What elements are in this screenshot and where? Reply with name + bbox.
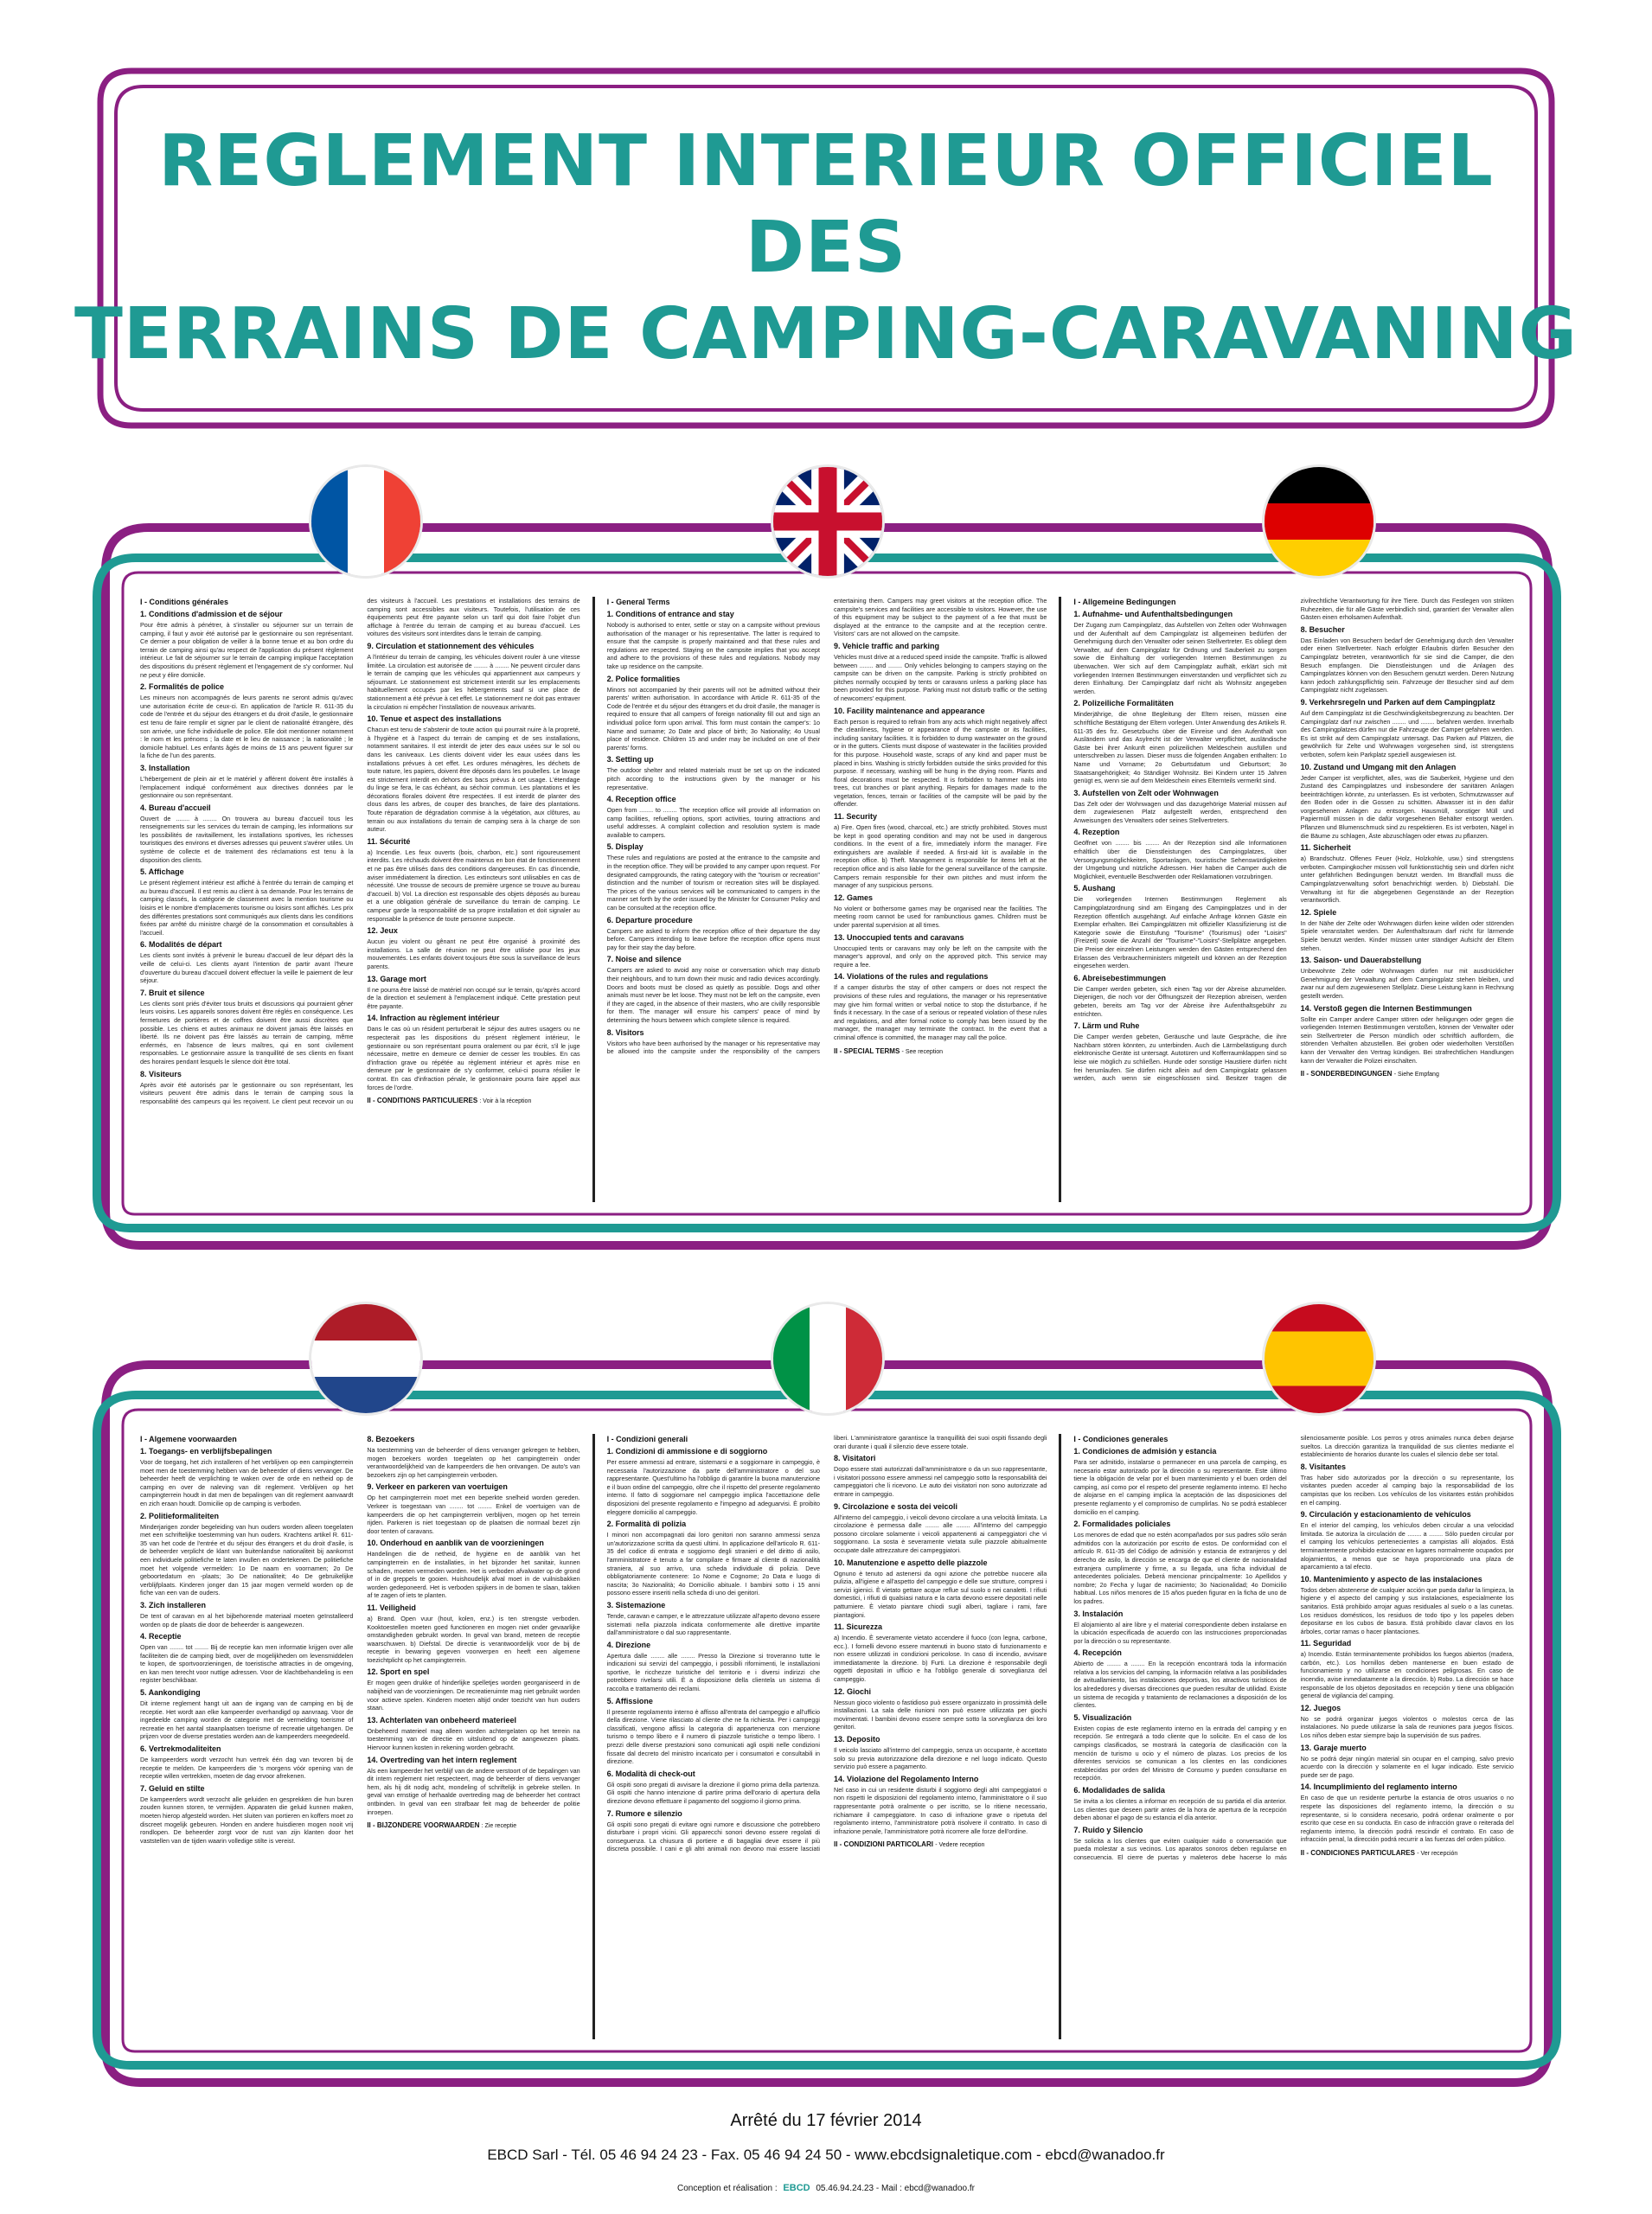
section-title: 14. Overtreding van het intern reglement bbox=[367, 1755, 517, 1764]
section-title: 1. Conditions of entrance and stay bbox=[606, 610, 734, 618]
section-title: 11. Sécurité bbox=[367, 836, 411, 846]
section-body: En caso de que un residente perturbe la estancia de otros usuarios o no respete las disposiciones del reglamento interno, la dirección o su representante, si lo considera necesario, podrá ordenar oralmente o por escrito que cese en su conducta. En caso de infracción grave o reiterada del reglamento interno, la dirección podrá rescindir el contrato. En caso de infracción penal, la dirección podrá recurrir a las fuerzas del orden público. bbox=[1300, 1794, 1514, 1844]
sections-list bbox=[607, 597, 1047, 1056]
united-kingdom-flag-icon bbox=[773, 467, 882, 576]
section-body: Das Einladen von Besuchern bedarf der Genehmigung durch den Verwalter oder einen Stellvertreter. Nach erfolgter Erlaubnis dürfen Besucher den Campingplatz betreten, verantwortlich für sie sind die Camper, die den Besuch empfangen. Die Dienstleistungen und die Anlagen des Campingplatzes können von den Besuchern genutzt werden. Deren Nutzung kann jedoch zahlungspflichtig sein. Fahrzeuge der Besucher sind auf dem Campingplatz nicht zugelassen. bbox=[1300, 636, 1514, 694]
section-body: Les clients sont invités à prévenir le bureau d'accueil de leur départ dès la veille de celui-ci. Les clients ayant l'intention de partir avant l'heure d'ouverture du bureau d'accueil doivent effectuer la veille le paiement de leur séjour. bbox=[140, 951, 354, 985]
section-body: Ouvert de ........ à ........ On trouvera au bureau d'accueil tous les renseignements sur les services du terrain de camping, les informations sur les possibilités de ravitaillement, les installations sportives, les richesses touristiques des environs et diverses adresses qui peuvent s'avérer utiles. Un système de collecte et de traitement des réclamations est tenu à la disposition des clients. bbox=[140, 814, 354, 864]
title-frame bbox=[74, 67, 1578, 429]
column-heading: I - Condizioni generali bbox=[606, 1435, 688, 1443]
section-title: 14. Verstoß gegen die Internen Bestimmungen bbox=[1300, 1003, 1472, 1013]
section-body: Na toestemming van de beheerder of diens vervanger gekregen te hebben, mogen bezoekers worden toegelaten op het campingterrein onder verantwoordelijkheid van de kampeerders die hen ontvangen. De auto's van bezoekers zijn op het campingterrein verboden. bbox=[367, 1446, 580, 1479]
section-title: 13. Achterlaten van onbeheerd materieel bbox=[367, 1715, 517, 1724]
bottom-columns bbox=[128, 1434, 1526, 2039]
section-body: Unbewohnte Zelte oder Wohnwagen dürfen nur mit ausdrücklicher Genehmigung der Verwaltung auf dem Campingplatz stehen bleiben, und zwar nur auf dem zugewiesenen Stellplatz. Diese Leistung kann in Rechnung gestellt werden. bbox=[1300, 967, 1514, 1000]
section-body: Die Camper werden gebeten, sich einen Tag vor der Abreise abzumelden. Diejenigen, die noch vor der Öffnungszeit der Rezeption abreisen, werden gebeten, bereits am Tag vor der Abreise ihre Aufenthaltsgebühr zu entrichten. bbox=[1073, 984, 1287, 1018]
section-body: Per essere ammessi ad entrare, sistemarsi e a soggiornare in campeggio, è necessaria l'autorizzazione da parte dell'amministratore o del suo rappresentante. Quest'ultimo ha l'obbligo di garantire la buona manutenzione e il buon ordine del campeggio, oltre che il rispetto del presente regolamento interno. Il fatto di soggiornare nel campeggio implica l'accettazione delle disposizioni del presente regolamento e l'impegno ad adeguarvisi. È proibito eleggere domicilio al campeggio. bbox=[606, 1458, 820, 1516]
column-french bbox=[128, 597, 595, 1202]
section-title: 10. Tenue et aspect des installations bbox=[367, 714, 502, 724]
section-title: 9. Vehicle traffic and parking bbox=[834, 641, 940, 650]
section-body: Gli ospiti sono pregati di evitare ogni rumore e discussione che potrebbero disturbare i propri vicini. Gli apparecchi sonori devono essere regolati di conseguenza. La chiusura di portiere e di bagagliai deve essere il più discreta possibile. I cani e gli altri animali non devono mai essere lasciati liberi. L'amministratore garantisce la tranquillità dei suoi ospiti fissando degli orari durante i quali il silenzio deve essere totale. bbox=[606, 1434, 1047, 1853]
section-title: 7. Lärm und Ruhe bbox=[1073, 1021, 1140, 1031]
section-title: 9. Verkeer en parkeren van voertuigen bbox=[367, 1482, 508, 1492]
section-title: 1. Conditions d'admission et de séjour bbox=[140, 610, 283, 618]
section-title: 6. Abreisebestimmungen bbox=[1073, 973, 1167, 982]
section-title: 13. Unoccupied tents and caravans bbox=[834, 932, 964, 942]
section-title: 3. Zich installeren bbox=[140, 1600, 207, 1609]
section-title: 2. Formalità di polizia bbox=[606, 1520, 687, 1529]
special-terms: II - BIJZONDERE VOORWAARDEN : Zie receptie bbox=[367, 1821, 517, 1830]
section-title: 11. Seguridad bbox=[1300, 1639, 1352, 1648]
section-body: These rules and regulations are posted at the entrance to the campsite and in the reception office. They will be provided to any camper upon request. For designated campgrounds, the rating category with the "tourism or recreation" distinction and the number of tourism or recreation sites will be displayed. The prices of the various services will be communicated to campers in the manner set forth by the order issued by the Minister for Consumer Policy and can be consulted at the reception office. bbox=[606, 854, 820, 912]
section-title: 6. Departure procedure bbox=[606, 915, 693, 925]
section-body: Jeder Camper ist verpflichtet, alles, was die Sauberkeit, Hygiene und den Zustand des Campingplatzes und insbesondere der sanitären Anlagen beeinträchtigen könnte, zu unterlassen. Es ist verboten, Schmutzwasser auf den Boden oder in die Gossen zu schütten. Abwasser ist in den dafür vorgesehenen Anlagen zu entsorgen. Hausmüll, sonstiger Müll und Papiermüll müssen in die dafür vorgesehenen Behälter entsorgt werden. Pflanzen und Blumenschmuck sind zu respektieren. Es ist verboten, Nägel in die Bäume zu schlagen, Äste abzuschlagen oder etwas zu pflanzen. bbox=[1300, 773, 1514, 840]
credit-label: Conception et réalisation : bbox=[677, 2184, 778, 2193]
section-title: 4. Direzione bbox=[606, 1640, 651, 1649]
section-body: Als een kampeerder het verblijf van de andere verstoort of de bepalingen van dit intern reglement niet respecteert, mag de beheerder of diens vervanger hem, als hij dit nodig acht, mondeling of schriftelijk in gebreke stellen. In geval van ernstige of herhaalde overtreding mag de beheerder het contract ontbinden. In geval van een strafbaar feit mag de beheerder de politie inroepen. bbox=[367, 1766, 580, 1816]
section-body: El alojamiento al aire libre y el material correspondiente deben instalarse en la ubicación especificada de acuerdo con las instrucciones proporcionadas por la dirección o su representante. bbox=[1073, 1620, 1287, 1645]
section-body: Das Zelt oder der Wohnwagen und das dazugehörige Material müssen auf dem zugewiesenen Platz aufgestellt werden, entsprechend den Anweisungen des Verwalters oder seines Stellvertreters. bbox=[1073, 799, 1287, 824]
section-title: 4. Rezeption bbox=[1073, 828, 1120, 837]
contact-line: EBCD Sarl - Tél. 05 46 94 24 23 - Fax. 05 46 94 24 50 - www.ebcdsignaletique.com - ebcd@wanadoo.fr bbox=[487, 2147, 1165, 2163]
special-terms: II - CONDITIONS PARTICULIERES : Voir à la réception bbox=[367, 1097, 532, 1105]
credit-line bbox=[0, 2183, 1652, 2193]
section-body: En el interior del camping, los vehículos deben circular a una velocidad limitada. Se autoriza la circulación de ........ a ........ Sólo pueden circular por el camping los vehículos pertenecientes a campistas allí alojados. Está terminantemente prohibido estacionar en lugares normalmente ocupados por alojamientos, a menos que se haya proporcionado una plaza de aparcamiento a tal efecto. bbox=[1300, 1521, 1514, 1571]
section-body: Après avoir été autorisés par le gestionnaire ou son représentant, les visiteurs peuvent être admis dans le terrain de camping sous la responsabilité des campeurs qui les reçoivent. Le client peut recevoir un ou des visiteurs à l'accueil. Les prestations et installations des terrains de camping sont accessibles aux visiteurs. Toutefois, l'utilisation de ces équipements peut être payante selon un tarif qui doit faire l'objet d'un affichage à l'entrée du terrain de camping et au bureau d'accueil. Les voitures des visiteurs sont interdites dans le terrain de camping. bbox=[140, 597, 580, 1105]
section-title: 5. Aushang bbox=[1073, 884, 1116, 893]
sections-list bbox=[1073, 1434, 1514, 1862]
column-heading: I - Algemene voorwaarden bbox=[140, 1435, 237, 1443]
section-title: 13. Garage mort bbox=[367, 974, 426, 983]
section-body: No se podrá dejar ningún material sin ocupar en el camping, salvo previo acuerdo con la dirección y solamente en el lugar indicado. Este servicio puede ser de pago. bbox=[1300, 1754, 1514, 1779]
section-body: De kampeerders wordt verzocht alle geluiden en gesprekken die hun buren zouden kunnen storen, te vermijden. Apparaten die geluid kunnen maken, moeten hierop afgesteld worden. Het sluiten van portieren en koffers moet zo discreet mogelijk gebeuren. Honden en andere huisdieren mogen nooit vrij rondlopen. De beheerder zorgt voor de rust van zijn klanten door het vaststellen van de tijden waarin volledige stilte is vereist. bbox=[140, 1795, 354, 1845]
section-title: 3. Installation bbox=[140, 763, 190, 772]
section-title: 1. Condiciones de admisión y estancia bbox=[1073, 1447, 1217, 1456]
section-body: Nobody is authorised to enter, settle or stay on a campsite without previous authorisation of the manager or his representative. The latter is required to ensure that the campsite is properly maintained and that these rules and regulations are respected. Staying on the campsite implies that you accept and adhere to the provisions of these rules and regulations. Nobody may take up residence on the campsite. bbox=[606, 621, 820, 670]
section-title: 10. Manutenzione e aspetto delle piazzole bbox=[834, 1558, 988, 1567]
section-body: Il presente regolamento interno è affisso all'entrata del campeggio e all'ufficio della direzione. Viene rilasciato al cliente che ne fa richiesta. Per i campeggi classificati, vengono affissi la categoria di appartenenza con menzione turismo o tempo libero e il numero di piazzole turistiche o tempo libero. I prezzi delle diverse prestazioni sono comunicati agli ospiti nelle condizioni fissate dal decreto del ministro incaricato per i consumatori e consultabili in direzione. bbox=[606, 1707, 820, 1766]
section-body: Ognuno è tenuto ad astenersi da ogni azione che potrebbe nuocere alla pulizia, all'igiene e all'aspetto del campeggio e delle sue strutture, compresi i servizi igienici. È vietato gettare acque reflue sul suolo o nei canaletti. I rifiuti domestici, i rifiuti di qualsiasi natura e la carta devono essere depositati nelle pattumiere. È vietato piantare chiodi sugli alberi, tagliare i rami, fare piantagioni. bbox=[834, 1569, 1047, 1619]
section-body: Geöffnet von ........ bis ........ An der Rezeption sind alle Informationen erhältlich über die Dienstleistungen des Campingplatzes, über Versorgungsmöglichkeiten, Sportanlagen, touristische Sehenswürdigkeiten der Umgebung und nützliche Adressen. Hier haben die Camper auch die Möglichkeit, eventuelle Beschwerden oder Reklamationen vorzubringen. bbox=[1073, 839, 1287, 880]
section-title: 2. Formalités de police bbox=[140, 682, 225, 692]
special-terms: II - CONDICIONES PARTICULARES - Ver recepción bbox=[1300, 1848, 1458, 1857]
section-body: a) Brand. Open vuur (hout, kolen, enz.) is ten strengste verboden. Kooktoestellen moeten goed functioneren en mogen niet onder gevaarlijke omstandigheden gebruikt worden. In geval van brand, meteen de receptie waarschuwen. b) Diefstal. De directie is verantwoordelijk voor de bij de receptie in bewaring gegeven voorwerpen en heeft een algemene toezichtplicht op het campingterrein. bbox=[367, 1614, 580, 1664]
section-body: Auf dem Campingplatz ist die Geschwindigkeitsbegrenzung zu beachten. Der Campingplatz darf nur zwischen ........ und ........ befahren werden. Innerhalb des Campingplatzes dürfen nur die Fahrzeuge der Camper gefahren werden. Es ist strikt auf dem Campingplatz untersagt. Das Parken auf Plätzen, die gewöhnlich für Zelte und Wohnwagen vorgesehen sind, ist strengstens verboten, sofern kein Parkplatz speziell ausgewiesen ist. bbox=[1300, 708, 1514, 758]
section-body: Tras haber sido autorizados por la dirección o su representante, los visitantes pueden acceder al camping bajo la responsabilidad de los campistas que los reciben. Los vehículos de los visitantes están prohibidos en el camping. bbox=[1300, 1473, 1514, 1507]
section-title: 3. Sistemazione bbox=[606, 1600, 666, 1609]
section-title: 4. Reception office bbox=[606, 795, 676, 804]
section-title: 7. Rumore e silenzio bbox=[606, 1808, 682, 1818]
section-body: De kampeerders wordt verzocht hun vertrek één dag van tevoren bij de receptie te melden. De kampeerders die 's morgens vóór opening van de receptie willen vertrekken, moeten de dag ervoor afrekenen. bbox=[140, 1756, 354, 1781]
section-body: Open van ........ tot ........ Bij de receptie kan men informatie krijgen over alle faciliteiten die de camping biedt, over de mogelijkheden om levensmiddelen te kopen, de sportvoorzieningen, de toeristische attracties in de omgeving, en kan men terecht voor nuttige adressen. Voor de klachtbehandeling is een register beschikbaar. bbox=[140, 1643, 354, 1685]
germany-flag-icon bbox=[1265, 467, 1373, 576]
section-title: 11. Security bbox=[834, 812, 878, 822]
section-title: 12. Games bbox=[834, 893, 874, 902]
section-title: 10. Facility maintenance and appearance bbox=[834, 706, 985, 715]
special-terms: II - SONDERBEDINGUNGEN - Siehe Empfang bbox=[1300, 1070, 1439, 1078]
italy-flag-icon bbox=[773, 1304, 882, 1413]
column-heading: I - Condiciones generales bbox=[1073, 1435, 1169, 1443]
section-title: 3. Aufstellen von Zelt oder Wohnwagen bbox=[1073, 788, 1219, 797]
section-title: 9. Circulación y estacionamiento de vehículos bbox=[1300, 1510, 1471, 1520]
section-body: Se solicita a los clientes que eviten cualquier ruido o conversación que pueda molestar a sus vecinos. Los aparatos sonoros deben regularse en consecuencia. El cierre de puertas y maleteros debe hacerse lo más silenciosamente posible. Los perros y otros animales nunca deben dejarse sueltos. La dirección garantiza la tranquilidad de sus clientes mediante el establecimiento de horarios durante los cuales el silencio debe ser total. bbox=[1073, 1434, 1514, 1861]
section-title: 5. Affichage bbox=[140, 867, 184, 877]
section-body: Il veicolo lasciato all'interno del campeggio, senza un occupante, è accettato solo su previa autorizzazione della direzione e nel luogo indicato. Questo servizio può essere a pagamento. bbox=[834, 1746, 1047, 1771]
section-body: Dit interne reglement hangt uit aan de ingang van de camping en bij de receptie. Het wordt aan elke kampeerder overhandigd op aanvraag. Voor de ingedeelde camping worden de categorie met de vermelding toerisme of recreatie en het aantal staanplaatsen toerisme of recreatie uitgehangen. De prijzen voor de diverse prestaties worden aan de kampeerders meegedeeld. bbox=[140, 1699, 354, 1741]
column-dutch bbox=[128, 1434, 595, 2039]
section-title: 12. Jeux bbox=[367, 926, 398, 936]
section-body: Il ne pourra être laissé de matériel non occupé sur le terrain, qu'après accord de la direction et seulement à l'emplacement indiqué. Cette prestation peut être payante. bbox=[367, 985, 580, 1010]
section-title: 2. Politieformaliteiten bbox=[140, 1511, 220, 1520]
section-body: Visitors who have been authorised by the manager or his representative may be allowed into the campsite under the responsibility of the campers entertaining them. Campers may greet visitors at the reception office. The campsite's services and facilities are accessible to visitors. However, the use of this equipment may be subject to the payment of a fee that must be displayed at the entrance to the campsite and at the reception centre. Visitors' cars are not allowed on the campsite. bbox=[606, 597, 1047, 1056]
column-heading: I - General Terms bbox=[606, 598, 670, 606]
section-body: Chacun est tenu de s'abstenir de toute action qui pourrait nuire à la propreté, à l'hygiène et à l'aspect du terrain de camping et de ses installations, notamment sanitaires. Il est interdit de jeter des eaux usées sur le sol ou dans les caniveaux. Les clients doivent vider les eaux usées dans les installations prévues à cet effet. Les ordures ménagères, les déchets de toute nature, les papiers, doivent être déposés dans les poubelles. Le lavage est strictement interdit en dehors des bacs prévus à cet usage. L'étendage du linge se fera, le cas échéant, au séchoir commun. Les plantations et les décorations florales doivent être respectées. Il est interdit de planter des clous dans les arbres, de couper des branches, de faire des plantations. Toute réparation de dégradation commise à la végétation, aux clôtures, au terrain ou aux installations du terrain de camping sera à la charge de son auteur. bbox=[367, 726, 580, 834]
section-title: 12. Juegos bbox=[1300, 1703, 1341, 1712]
section-body: Pour être admis à pénétrer, à s'installer ou séjourner sur un terrain de camping, il faut y avoir été autorisé par le gestionnaire ou son représentant. Ce dernier a pour obligation de veiller à la bonne tenue et au bon ordre du terrain de camping ainsi qu'au respect de l'application du présent règlement intérieur. Le fait de séjourner sur le terrain de camping implique l'acceptation des dispositions du présent règlement et l'engagement de s'y conformer. Nul ne peut y élire domicile. bbox=[140, 621, 354, 679]
sections-list bbox=[140, 1434, 580, 1845]
top-columns bbox=[128, 597, 1526, 1202]
section-body: Para ser admitido, instalarse o permanecer en una parcela de camping, es necesario estar autorizado por la dirección o su representante. Este último tiene la obligación de velar por el buen mantenimiento y el buen orden del camping, así como por el respeto del presente reglamento interno. El hecho de alojarse en el camping implica la aceptación de las disposiciones del presente reglamento y el compromiso de cumplirlas. No se podrá establecer domicilio en el camping. bbox=[1073, 1458, 1287, 1516]
section-body: Er mogen geen drukke of hinderlijke spelletjes worden georganiseerd in de nabijheid van de voorzieningen. De recreatieruimte mag niet gebruikt worden voor actieve spelen. Kinderen moeten altijd onder toezicht van hun ouders staan. bbox=[367, 1679, 580, 1712]
sections-list bbox=[1073, 597, 1514, 1083]
section-body: Se invita a los clientes a informar en recepción de su partida el día anterior. Los clientes que deseen partir antes de la hora de apertura de la recepción deben abonar el pago de su estancia el día anterior. bbox=[1073, 1797, 1287, 1822]
section-title: 8. Visitantes bbox=[1300, 1462, 1347, 1471]
section-title: 8. Bezoekers bbox=[367, 1435, 415, 1443]
section-body: The outdoor shelter and related materials must be set up on the indicated pitch according to the instructions given by the manager or his representative. bbox=[606, 766, 820, 791]
bottom-panel bbox=[71, 1304, 1583, 2093]
section-title: 9. Verkehrsregeln und Parken auf dem Campingplatz bbox=[1300, 697, 1495, 707]
section-title: 3. Instalación bbox=[1073, 1609, 1124, 1618]
section-title: 5. Display bbox=[606, 842, 644, 852]
column-spanish bbox=[1061, 1434, 1526, 2039]
section-title: 9. Circolazione e sosta dei veicoli bbox=[834, 1501, 958, 1511]
section-title: 13. Deposito bbox=[834, 1735, 880, 1744]
section-title: 9. Circulation et stationnement des véhicules bbox=[367, 641, 535, 650]
section-title: 7. Bruit et silence bbox=[140, 988, 205, 997]
top-panel bbox=[71, 467, 1583, 1256]
section-title: 12. Sport en spel bbox=[367, 1667, 430, 1677]
section-title: 4. Receptie bbox=[140, 1632, 182, 1641]
section-body: a) Fire. Open fires (wood, charcoal, etc.) are strictly prohibited. Stoves must be kept in good operating condition and may not be used in dangerous conditions. In the event of a fire, immediately inform the manager. Fire extinguishers are available if needed. A first-aid kit is available in the reception office. b) Theft. Management is responsible for items left at the reception office and is also liable for the general surveillance of the campsite. Campers remain responsible for their own pitches and must inform the manager of any suspicious persons. bbox=[834, 823, 1047, 890]
section-title: 6. Modalità di check-out bbox=[606, 1769, 695, 1778]
section-body: No violent or bothersome games may be organised near the facilities. The meeting room cannot be used for rambunctious games. Children must be under parental supervision at all times. bbox=[834, 904, 1047, 929]
section-title: 4. Bureau d'accueil bbox=[140, 803, 211, 812]
section-body: Vehicles must drive at a reduced speed inside the campsite. Traffic is allowed between ........ and ........ Only vehicles belonging to campers staying on the campsite can be driven on the campsite. Parking is strictly prohibited on pitches normally occupied by tents or caravans unless a parking place has been provided for this purpose. Parking must not disturb traffic or the setting of newcomers' equipment. bbox=[834, 652, 1047, 702]
ebcd-logo: EBCD bbox=[783, 2183, 810, 2193]
sections-list bbox=[140, 597, 580, 1105]
section-body: a) Incendie. Les feux ouverts (bois, charbon, etc.) sont rigoureusement interdits. Les réchauds doivent être maintenus en bon état de fonctionnement et ne pas être utilisés dans des conditions dangereuses. En cas d'incendie, aviser immédiatement la direction. Les extincteurs sont utilisables en cas de nécessité. Une trousse de secours de première urgence se trouve au bureau d'accueil. b) Vol. La direction est responsable des objets déposés au bureau et a une obligation générale de surveillance du terrain de camping. Le campeur garde la responsabilité de sa propre installation et doit signaler au responsable la présence de toute personne suspecte. bbox=[367, 848, 580, 923]
section-title: 1. Aufnahme- und Aufenthaltsbedingungen bbox=[1073, 610, 1233, 618]
section-title: 4. Recepción bbox=[1073, 1648, 1122, 1658]
section-title: 7. Ruido y Silencio bbox=[1073, 1825, 1143, 1834]
section-body: All'interno del campeggio, i veicoli devono circolare a una velocità limitata. La circolazione è permessa dalle ........ alle ........ All'interno del campeggio possono circolare solamente i veicoli appartenenti ai campeggiatori che vi soggiornano. La sosta è severamente vietata sulle piazzole abitualmente occupate dalle attrezzature dei campeggiatori. bbox=[834, 1513, 1047, 1554]
section-body: No se podrá organizar juegos violentos o molestos cerca de las instalaciones. No puede utilizarse la sala de reuniones para juegos físicos. Los niños deben estar siempre bajo la supervisión de sus padres. bbox=[1300, 1714, 1514, 1740]
section-body: De tent of caravan en al het bijbehorende materiaal moeten geïnstalleerd worden op de plaats die door de beheerder is aangewezen. bbox=[140, 1611, 354, 1629]
section-title: 5. Visualización bbox=[1073, 1712, 1132, 1722]
france-flag-icon bbox=[311, 467, 420, 576]
section-body: Apertura dalle ........ alle ........ Presso la Direzione si troveranno tutte le indicazioni sui servizi del campeggio, i possibili rifornimenti, le installazioni sportive, le ricchezze turistiche del territorio e i diversi indirizzi che potrebbero rivelarsi utili. È a disposizione della clientela un sistema di raccolta e trattamento dei reclami. bbox=[606, 1651, 820, 1693]
section-body: Die vorliegenden Internen Bestimmungen Reglement als Campingplatzordnung sind am Eingang des Campingplatzes und in der Rezeption öffentlich ausgehängt. Auf einfache Anfrage können Gäste ein Exemplar erhalten. Bei Campingplätzen mit offizieller Klassifizierung ist die Kategorie sowie die Einstufung "Tourisme" (Tourismus) oder "Loisirs" (Freizeit) sowie die Anzahl der "Tourisme"-"Loisirs"-Stellplätze angegeben. Die Preise der einzelnen Leistungen werden den Gästen entsprechend den Erlassen des Verbraucherministers mitgeteilt und können an der Rezeption eingesehen werden. bbox=[1073, 895, 1287, 970]
section-body: Voor de toegang, het zich installeren of het verblijven op een campingterrein moet men de toestemming hebben van de beheerder of diens vervanger. De beheerder heeft de verplichting te waken over de orde en netheid op de camping en over de naleving van dit reglement. Verblijven op het campingterrein houdt in dat men de bepalingen van dit reglement aanvaardt en zich eraan houdt. Domicilie op de camping is verboden. bbox=[140, 1458, 354, 1507]
section-body: I minori non accompagnati dai loro genitori non saranno ammessi senza un'autorizzazione scritta da questi ultimi. In applicazione dell'articolo R. 611-35 del codice di entrata e soggiorno degli stranieri e del diritto di asilo, l'amministratore è tenuto a far compilare e firmare al cliente di nazionalità straniera, al suo arrivo, una scheda individuale di polizia. Deve obbligatoriamente contenere: 1o Nome e Cognome; 2o Data e luogo di nascita; 3o Nazionalità; 4o Domicilio abituale. I bambini sotto i 15 anni possono essere inseriti nella scheda di uno dei genitori. bbox=[606, 1531, 820, 1597]
section-title: 11. Veiligheid bbox=[367, 1603, 416, 1612]
section-body: Dopo essere stati autorizzati dall'amministratore o da un suo rappresentante, i visitatori possono essere ammessi nel campeggio sotto la responsabilità dei campeggiatori che li ricevono. Le auto dei visitatori non sono autorizzate ad entrare in campeggio. bbox=[834, 1465, 1047, 1498]
spain-flag-icon bbox=[1265, 1304, 1373, 1413]
section-body: Les mineurs non accompagnés de leurs parents ne seront admis qu'avec une autorisation écrite de ceux-ci. En application de l'article R. 611-35 du code de l'entrée et du séjour des étrangers et du droit d'asile, le gestionnaire est tenu de faire remplir et signer par le client de nationalité étrangère, dès son arrivée, une fiche individuelle de police. Elle doit mentionner notamment : le nom et les prénoms ; la date et le lieu de naissance ; la nationalité ; le domicile habituel. Les enfants âgés de moins de 15 ans peuvent figurer sur la fiche de l'un des parents. bbox=[140, 694, 354, 760]
section-body: Los menores de edad que no estén acompañados por sus padres sólo serán admitidos con la autorización por escrito de estos. De conformidad con el artículo R. 611-35 del Código de admisión y estancia de extranjeros y del derecho de asilo, la dirección se encarga de que el cliente de nacionalidad extranjera cumplimente y firme, a su llegada, una ficha individual de antecedentes policiales. Deberá mencionar principalmente: 1o Apellidos y nombre; 2o Fecha y lugar de nacimiento; 3o Nacionalidad; 4o Domicilio habitual. Los niños menores de 15 años pueden figurar en la ficha de uno de los padres. bbox=[1073, 1531, 1287, 1605]
section-title: 14. Violations of the rules and regulations bbox=[834, 972, 989, 982]
section-title: 12. Giochi bbox=[834, 1686, 872, 1696]
section-body: Nel caso in cui un residente disturbi il soggiorno degli altri campeggiatori o non rispetti le disposizioni del regolamento interno, l'amministratore o il suo rappresentante potrà oralmente o per iscritto, se lo ritiene necessario, richiamare il campeggiatore. In caso di infrazione grave o ripetuta del regolamento interno, l'amministratore potrà risolvere il contratto. In caso di infrazione penale, l'amministratore potrà ricorrere alle forze dell'ordine. bbox=[834, 1785, 1047, 1835]
section-title: 14. Incumplimiento del reglamento interno bbox=[1300, 1782, 1457, 1792]
section-body: Dans le cas où un résident perturberait le séjour des autres usagers ou ne respecterait pas les dispositions du présent règlement intérieur, le gestionnaire ou son représentant pourra oralement ou par écrit, s'il le juge nécessaire, mettre en demeure ce dernier de cesser les troubles. En cas d'infraction grave ou répétée au règlement intérieur et après mise en demeure par le gestionnaire de s'y conformer, celui-ci pourra résilier le contrat. En cas d'infraction pénale, le gestionnaire pourra faire appel aux forces de l'ordre. bbox=[367, 1025, 580, 1091]
section-title: 6. Modalités de départ bbox=[140, 940, 222, 950]
section-body: Gli ospiti sono pregati di avvisare la direzione il giorno prima della partenza. Gli ospiti che hanno intenzione di partire prima dell'orario di apertura della direzione devono effettuare il pagamento del soggiorno il giorno prima. bbox=[606, 1780, 820, 1805]
section-body: Sollte ein Camper andere Camper stören oder heiligungen oder gegen die vorliegenden Internen Bestimmungen verstoßen, können der Verwalter oder sein Stellvertreter die Person mündlich oder schriftlich auffordern, die störenden Verhalten abzustellen. Bei groben oder wiederholten Verstößen kann der Verwalter den Vertrag kündigen. Bei strafrechtlichen Handlungen kann der Verwalter die Polizei einschalten. bbox=[1300, 1014, 1514, 1065]
section-title: 10. Mantenimiento y aspecto de las instalaciones bbox=[1300, 1574, 1482, 1584]
decree-date: Arrêté du 17 février 2014 bbox=[730, 2111, 922, 2130]
section-body: a) Incendio. Están terminantemente prohibidos los fuegos abiertos (madera, carbón, etc.). Los hornillos deben mantenerse en buen estado de funcionamiento y no utilizarse en condiciones peligrosas. En caso de incendio, avise inmediatamente a la dirección. b) Robo. La dirección se hace responsable de los objetos depositados en recepción y tiene una obligación general de vigilancia del camping. bbox=[1300, 1650, 1514, 1700]
section-body: Handelingen die de netheid, de hygiëne en de aanblik van het campingterrein en de installaties, in het bijzonder het sanitair, kunnen schaden, moeten vermeden worden. Het is verboden afvalwater op de grond of in de greppels te gooien. Huishoudelijk afval moet in de vuilnisbakken worden gedeponeerd. Het is verboden spijkers in de bomen te slaan, takken af te zagen of iets te planten. bbox=[367, 1550, 580, 1600]
section-body: Le présent règlement intérieur est affiché à l'entrée du terrain de camping et au bureau d'accueil. Il est remis au client à sa demande. Pour les terrains de camping classés, la catégorie de classement avec la mention tourisme ou loisirs et le nombre d'emplacements tourisme ou loisirs sont affichés. Les prix des différentes prestations sont communiqués aux clients dans les conditions fixées par arrêté du ministre chargé de la consommation et consultables à l'accueil. bbox=[140, 879, 354, 937]
section-body: L'hébergement de plein air et le matériel y afférent doivent être installés à l'emplacement indiqué conformément aux directives données par le gestionnaire ou son représentant. bbox=[140, 774, 354, 800]
section-title: 8. Visitatori bbox=[834, 1454, 876, 1463]
title-line-3: TERRAINS DE CAMPING-CARAVANING bbox=[74, 293, 1578, 375]
section-body: In der Nähe der Zelte oder Wohnwagen dürfen keine wilden oder störenden Spiele veranstaltet werden. Der Aufenthaltsraum darf nicht für lärmende Spiele benutzt werden. Kinder müssen unter ständiger Aufsicht der Eltern stehen. bbox=[1300, 918, 1514, 952]
section-title: 5. Aankondiging bbox=[140, 1688, 201, 1698]
section-body: Each person is required to refrain from any acts which might negatively affect the cleanliness, hygiene or appearance of the campsite or its facilities, including sanitary facilities. It is forbidden to dump wastewater on the ground or in the gutters. Clients must dispose of wastewater in the facilities provided for this purpose. Household waste, scraps of any kind and paper must be placed in bins. Washing is strictly forbidden outside the sinks provided for this purpose. If necessary, washing will be hung in the drying room. Plants and floral decorations must be respected. It is forbidden to hammer nails into trees, cut branches or plant anything. Repairs for damages made to the vegetation, fences, terrain or facilities of the campsite will be paid by the offender. bbox=[834, 717, 1047, 809]
section-title: 13. Garaje muerto bbox=[1300, 1743, 1367, 1752]
section-body: Der Zugang zum Campingplatz, das Aufstellen von Zelten oder Wohnwagen und der Aufenthalt auf dem Campingplatz ist allgemeinen bedürfen der Genehmigung durch den Verwalter oder seinen Stellvertreter. Es obliegt dem Verwalter, auf dem Campingplatz für Ordnung und Sauberkeit zu sorgen sowie die Einhaltung der vorliegenden Internen Bestimmungen zu überwachen. Wer sich auf dem Campingplatz aufhält, erklärt sich mit vorliegenden Internen Bestimmungen einverstanden und verpflichtet sich zu deren Einhaltung. Der Campingplatz darf nicht als Wohnsitz angegeben werden. bbox=[1073, 621, 1287, 695]
section-body: Die Camper werden gebeten, Geräusche und laute Gespräche, die ihre Nachbarn stören könnten, zu unterbinden. Auch die Lärmbelästigung durch elektronische Geräte ist untersagt. Autotüren und Kofferraumklappen sind so leise wie möglich zu schließen. Hunde oder sonstige Haustiere dürfen nicht frei herumlaufen. Sie dürfen nicht allein auf dem Campingplatz gelassen werden, auch wenn sie eingeschlossen sind. Besitzer tragen die zivilrechtliche Verantwortung für ihre Tiere. Durch das Festlegen von strikten Ruhezeiten, die für alle Gäste verbindlich sind, garantiert der Verwalter allen Gästen einen erholsamen Aufenthalt. bbox=[1073, 597, 1514, 1083]
section-title: 14. Infraction au règlement intérieur bbox=[367, 1014, 500, 1023]
column-heading: I - Allgemeine Bedingungen bbox=[1073, 598, 1176, 606]
section-title: 14. Violazione del Regolamento Interno bbox=[834, 1774, 979, 1783]
section-title: 13. Saison- und Dauerabstellung bbox=[1300, 956, 1422, 965]
section-title: 7. Noise and silence bbox=[606, 955, 682, 964]
section-body: Tende, caravan e camper, e le attrezzature utilizzate all'aperto devono essere sistemati nella piazzola indicata conformemente alle direttive impartite dall'amministratore o dal suo rappresentante. bbox=[606, 1611, 820, 1637]
section-title: 6. Modalidades de salida bbox=[1073, 1786, 1165, 1795]
section-body: Les clients sont priés d'éviter tous bruits et discussions qui pourraient gêner leurs voisins. Les appareils sonores doivent être réglés en conséquence. Les fermetures de portières et de coffres doivent être aussi discrètes que possible. Les chiens et autres animaux ne doivent jamais être laissés en liberté. Ils ne doivent pas être laissés au terrain de camping, même enfermés, en l'absence de leurs maîtres, qui en sont civilement responsables. Le gestionnaire assure la tranquillité de ses clients en fixant des horaires pendant lesquels le silence doit être total. bbox=[140, 999, 354, 1065]
section-title: 10. Onderhoud en aanblik van de voorzieningen bbox=[367, 1539, 544, 1548]
section-title: 2. Police formalities bbox=[606, 674, 681, 683]
section-title: 1. Condizioni di ammissione e di soggiorno bbox=[606, 1447, 768, 1456]
netherlands-flag-icon bbox=[311, 1304, 420, 1413]
title-line-2: DES bbox=[745, 207, 907, 289]
section-title: 8. Visitors bbox=[606, 1027, 644, 1037]
section-body: Minderjarigen zonder begeleiding van hun ouders worden alleen toegelaten met een schriftelijke toestemming van hun ouders. Krachtens artikel R. 611-35 van het code de l'entrée et du séjour des étrangers et du droit d'asile, is de beheerder verplicht de klant van buitenlandse nationaliteit bij aankomst een individuele politiefiche te laten invullen en ondertekenen. De politiefiche moet het volgende vermelden: 1o De naam en voornamen; 2o De geboortedatum en -plaats; 3o De nationaliteit; 4o De gebruikelijke verblijfplaats. Kinderen jonger dan 15 jaar mogen vermeld worden op de fiche van een van de ouders. bbox=[140, 1522, 354, 1597]
section-body: Aucun jeu violent ou gênant ne peut être organisé à proximité des installations. La salle de réunion ne peut être utilisée pour les jeux mouvementés. Les enfants doivent toujours être sous la surveillance de leurs parents. bbox=[367, 937, 580, 970]
section-body: a) Incendio. È severamente vietato accendere il fuoco (con legna, carbone, ecc.). I fornelli devono essere mantenuti in buono stato di funzionamento e non essere utilizzati in condizioni pericolose. In caso di incendio, avvisare immediatamente la direzione. b) Furti. La direzione è responsabile degli oggetti depositati in ufficio e ha l'obbligo generale di sorveglianza del campeggio. bbox=[834, 1634, 1047, 1684]
section-title: 2. Formalidades policiales bbox=[1073, 1520, 1171, 1529]
section-title: 8. Visiteurs bbox=[140, 1069, 182, 1078]
section-title: 10. Zustand und Umgang mit den Anlagen bbox=[1300, 762, 1457, 771]
page-title bbox=[74, 67, 1578, 429]
section-body: Unoccupied tents or caravans may only be left on the campsite with the manager's approval, and only on the approved pitch. This service may require a fee. bbox=[834, 944, 1047, 969]
section-title: 12. Spiele bbox=[1300, 907, 1337, 917]
section-title: 2. Polizeiliche Formalitäten bbox=[1073, 699, 1174, 708]
credit-contact: 05.46.94.24.23 - Mail : ebcd@wanadoo.fr bbox=[816, 2184, 975, 2193]
section-body: Campers are asked to inform the reception office of their departure the day before. Campers intending to leave before the reception office opens must pay for their stay the day before. bbox=[606, 926, 820, 951]
title-line-1: REGLEMENT INTERIEUR OFFICIEL bbox=[158, 120, 1494, 202]
section-title: 6. Vertrekmodaliteiten bbox=[140, 1744, 221, 1754]
special-terms: II - CONDIZIONI PARTICOLARI - Vedere reception bbox=[834, 1840, 985, 1849]
section-body: Existen copias de este reglamento interno en la entrada del camping y en recepción. Se entregará a todo cliente que lo solicite. En el caso de los campings clasificados, se mostrará la categoría de clasificación con la mención de turismo u ocio y el número de plazas. Los precios de los diferentes servicios se comunican a los clientes en las condiciones establecidas por orden del Ministro de Consumo y pueden consultarse en recepción. bbox=[1073, 1724, 1287, 1782]
column-english bbox=[595, 597, 1062, 1202]
section-body: Nessun gioco violento o fastidioso può essere organizzato in prossimità delle installazioni. La sala delle riunioni non può essere utilizzata per giochi movimentati. I bambini devono essere sempre sotto la sorveglianza dei loro genitori. bbox=[834, 1698, 1047, 1731]
section-title: 7. Geluid en stilte bbox=[140, 1783, 205, 1793]
section-body: Minors not accompanied by their parents will not be admitted without their parents' written authorisation. In accordance with Article R. 611-35 of the Code de l'entrée et du séjour des étrangers et du droit d'asile, the manager is required to ensure that all campers of foreign nationality fill out and sign an individual police form upon arrival. This form must contain the camper's: 1o Name and surname; 2o Date and place of birth; 3o Nationality; 4o Usual place of residence. Children 15 and under may be included on one of their parents' forms. bbox=[606, 685, 820, 752]
section-body: Op het campingterrein moet met een beperkte snelheid worden gereden. Verkeer is toegestaan van ........ tot ........ Enkel de voertuigen van de kampeerders die op het campingterrein verblijven, mogen op het terrein rijden. Parkeren is niet toegestaan op de plaatsen die normaal bezet zijn door tenten of caravans. bbox=[367, 1494, 580, 1535]
section-title: 8. Besucher bbox=[1300, 624, 1345, 634]
section-title: 11. Sicherheit bbox=[1300, 843, 1351, 853]
column-heading: I - Conditions générales bbox=[140, 598, 229, 606]
sections-list bbox=[607, 1434, 1047, 1853]
section-body: Minderjährige, die ohne Begleitung der Eltern reisen, müssen eine schriftliche Bestätigung der Eltern vorlegen. Unter Anwendung des Artikels R. 611-35 des frz. Gesetzbuchs über die Einreise und den Aufenthalt von Ausländern und das Asylrecht ist der Verwalter verpflichtet, ausländische Gäste bei ihrer Ankunft einen polizeilichen Meldeschein ausfüllen und unterschreiben zu lassen. Dieser muss die folgenden Angaben enthalten: 1o Name und Vorname; 2o Geburtsdatum und Geburtsort; 3o Staatsangehörigkeit; 4o Ständiger Wohnsitz. Bei Kindern unter 15 Jahren genügt es, wenn sie auf dem Meldeschein eines Elternteils vermerkt sind. bbox=[1073, 710, 1287, 785]
section-title: 5. Affissione bbox=[606, 1696, 653, 1705]
special-terms: II - SPECIAL TERMS - See reception bbox=[834, 1046, 944, 1055]
section-body: Abierto de ........ a ........ En la recepción encontrará toda la información relativa a los servicios del camping, la información relativa a las posibilidades de avituallamiento, las instalaciones deportivas, los atractivos turísticos de los alrededores y diversas direcciones que pueden resultar de utilidad. Existe un sistema de recogida y tratamiento de reclamaciones a disposición de los clientes. bbox=[1073, 1660, 1287, 1710]
section-body: Onbeheerd materieel mag alleen worden achtergelaten op het terrein na toestemming van de directie en uitsluitend op de aangewezen plaats. Hiervoor kunnen kosten in rekening worden gebracht. bbox=[367, 1726, 580, 1752]
column-german bbox=[1061, 597, 1526, 1202]
column-italian bbox=[595, 1434, 1062, 2039]
section-body: a) Brandschutz. Offenes Feuer (Holz, Holzkohle, usw.) sind strengstens verboten. Campingkocher müssen voll funktionstüchtig sein und dürfen nicht unter gefährlichen Bedingungen benutzt werden. Im Brandfall muss die Campingplatzverwaltung sofort benachrichtigt werden. b) Diebstahl. Die Verwaltung ist für die abgegebenen Gegenstände an der Rezeption verantwortlich. bbox=[1300, 854, 1514, 905]
section-body: Campers are asked to avoid any noise or conversation which may disturb their neighbours, and to turn down their music and radio devices accordingly. Doors and boots must be closed as quietly as possible. Dogs and other animals must never be let loose. They must not be left on the campsite, even if they are caged, in the absence of their masters, who are civilly responsible for them. The manager will ensure his campers' peace of mind by determining the hours between which complete silence is required. bbox=[606, 966, 820, 1024]
section-title: 3. Setting up bbox=[606, 755, 654, 765]
section-title: 1. Toegangs- en verblijfsbepalingen bbox=[140, 1447, 272, 1456]
section-body: Open from ........ to ........ The reception office will provide all information on camp facilities, refuelling options, sport activities, touring attractions and useful addresses. A complaint collection and resolution system is made available to campers. bbox=[606, 806, 820, 839]
section-title: 11. Sicurezza bbox=[834, 1622, 883, 1632]
section-body: A l'intérieur du terrain de camping, les véhicules doivent rouler à une vitesse limitée. La circulation est autorisée de ........ à ........ Ne peuvent circuler dans le terrain de camping que les véhicules qui appartiennent aux campeurs y séjournant. Le stationnement est strictement interdit sur les emplacements habituellement occupés par les hébergements sauf si une place de stationnement a été prévue à cet effet. Le stationnement ne doit pas entraver la circulation ni empêcher l'installation de nouveaux arrivants. bbox=[367, 652, 580, 711]
section-body: If a camper disturbs the stay of other campers or does not respect the provisions of these rules and regulations, the manager or his representative may give him formal written or verbal notice to stop the disturbance, if he finds it necessary. In the case of a serious or repeated violation of these rules and regulations, and after formal notice to comply has been issued by the manager, the manager may terminate the contract. In the event that a criminal offence is committed, the manager may call the police. bbox=[834, 983, 1047, 1041]
section-body: Todos deben abstenerse de cualquier acción que pueda dañar la limpieza, la higiene y el aspecto del camping y sus instalaciones, especialmente los sanitarios. Está prohibido arrojar aguas residuales al suelo o a las cunetas. Los residuos domésticos, los residuos de todo tipo y los papeles deben depositarse en los cubos de basura. Está prohibido clavar clavos en los árboles, cortar ramas o hacer plantaciones. bbox=[1300, 1585, 1514, 1635]
